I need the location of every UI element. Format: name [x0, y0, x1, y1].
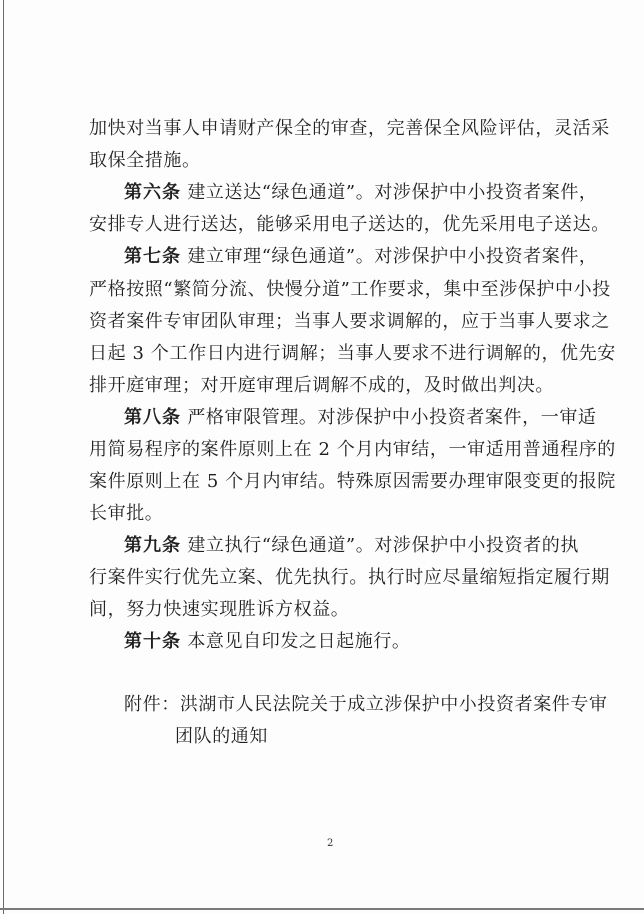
text-line-9: 排开庭审理；对开庭审理后调解不成的，及时做出判决。 — [89, 375, 554, 396]
text-line-7: 资者案件专审团队审理；当事人要求调解的，应于当事人要求之 — [89, 311, 610, 332]
article-10-heading: 第十条 — [124, 631, 181, 652]
text-line-8: 日起 3 个工作日内进行调解；当事人要求不进行调解的，优先安 — [89, 343, 616, 364]
article-8-heading: 第八条 — [124, 407, 181, 428]
article-8-line-1 — [124, 407, 597, 429]
scan-bottom-edge — [0, 908, 644, 910]
article-8-text: 严格审限管理。对涉保护中小投资者案件，一审适 — [187, 407, 597, 428]
article-9-heading: 第九条 — [124, 535, 181, 556]
scan-left-edge — [3, 0, 4, 914]
article-6-text: 建立送达“绿色通道”。对涉保护中小投资者案件， — [187, 182, 598, 203]
article-7-text: 建立审理“绿色通道”。对涉保护中小投资者案件， — [187, 246, 598, 267]
attachment-title: 洪湖市人民法院关于成立涉保护中小投资者案件专审 — [179, 694, 608, 715]
text-line-11: 用简易程序的案件原则上在 2 个月内审结，一审适用普通程序的 — [89, 439, 616, 460]
attachment-line-2: 团队的通知 — [175, 726, 268, 747]
article-7-line-1 — [124, 246, 598, 268]
page-number: 2 — [327, 838, 334, 849]
text-line-13: 长审批。 — [89, 503, 164, 524]
article-9-line-1 — [124, 535, 579, 557]
article-6-line-1 — [124, 182, 598, 204]
text-line-15: 行案件实行优先立案、优先执行。执行时应尽量缩短指定履行期 — [89, 567, 610, 588]
article-9-text: 建立执行“绿色通道”。对涉保护中小投资者的执 — [187, 535, 579, 556]
attachment-line-1 — [124, 694, 608, 716]
article-6-heading: 第六条 — [124, 182, 181, 203]
attachment-label: 附件： — [124, 694, 180, 715]
article-10-line-1 — [124, 631, 411, 653]
article-7-heading: 第七条 — [124, 246, 181, 267]
text-line-2: 取保全措施。 — [89, 150, 201, 171]
text-line-12: 案件原则上在 5 个月内审结。特殊原因需要办理审限变更的报院 — [89, 471, 616, 492]
text-line-1: 加快对当事人申请财产保全的审查，完善保全风险评估，灵活采 — [89, 118, 610, 139]
text-line-4: 安排专人进行送达，能够采用电子送达的，优先采用电子送达。 — [89, 214, 610, 235]
text-line-6: 严格按照“繁简分流、快慢分道”工作要求，集中至涉保护中小投 — [89, 279, 611, 300]
article-10-text: 本意见自印发之日起施行。 — [187, 631, 411, 652]
text-line-16: 间，努力快速实现胜诉方权益。 — [89, 599, 350, 620]
